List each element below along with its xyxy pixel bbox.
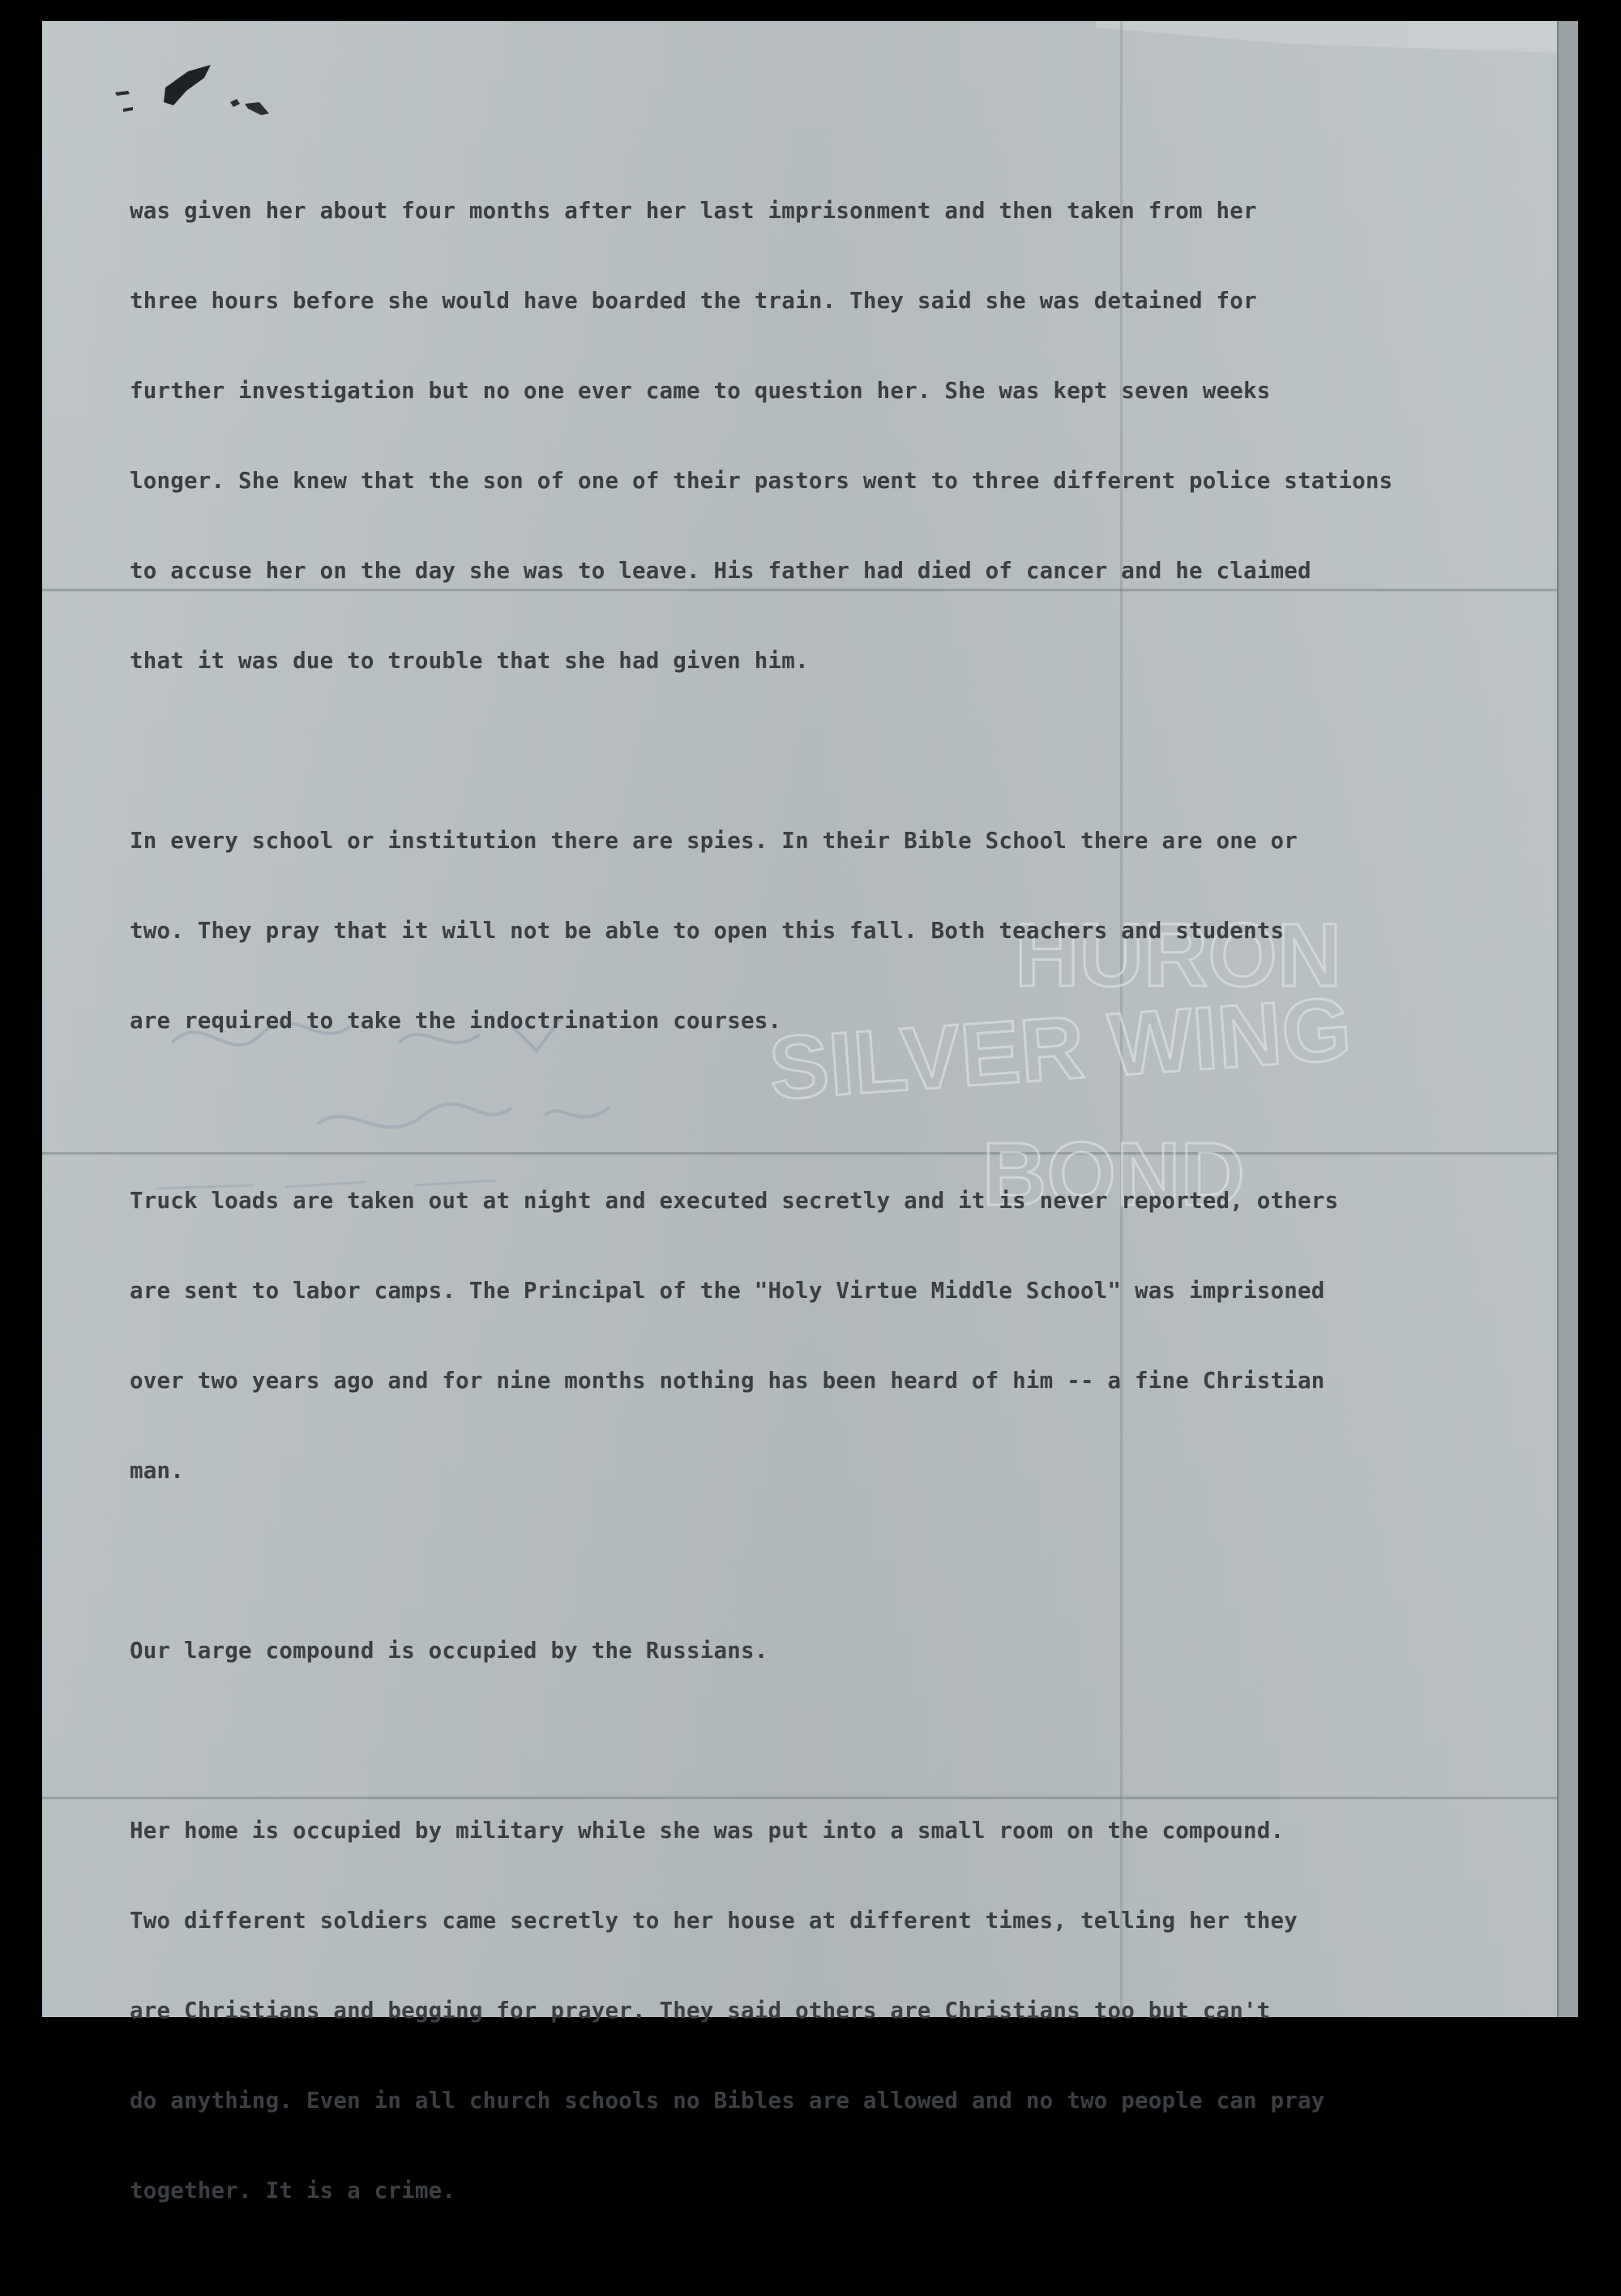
svg-text:SILVER WING: SILVER WING: [766, 979, 1355, 1119]
letter-body: [130, 136, 1524, 2296]
text-line: Her home is occupied by military while she was put into a small room on the compound.: [130, 1818, 1285, 1844]
text-line: further investigation but no one ever came to question her. She was kept seven weeks: [130, 378, 1271, 404]
text-line: over two years ago and for nine months nothing has been heard of him -- a fine Christian: [130, 1368, 1325, 1394]
text-line: In every school or institution there are spies. In their Bible School there are one or: [130, 828, 1298, 854]
text-line: Truck loads are taken out at night and executed secretly and it is never reported, others: [130, 1188, 1339, 1214]
text-line: three hours before she would have boarded the train. They said she was detained for: [130, 288, 1257, 314]
svg-text:HURON: HURON: [1015, 906, 1342, 1005]
paragraph: [130, 1756, 1524, 2266]
text-line: are Christians and begging for prayer. They said others are Christians too but can't: [130, 1998, 1271, 2024]
text-line: longer. She knew that the son of one of their pastors went to three different police stations: [130, 468, 1393, 494]
text-line: Two different soldiers came secretly to her house at different times, telling her they: [130, 1908, 1298, 1934]
text-line: Our large compound is occupied by the Russians.: [130, 1638, 768, 1664]
text-line: are sent to labor camps. The Principal of the "Holy Virtue Middle School" was imprisoned: [130, 1278, 1325, 1304]
paragraph: [130, 136, 1524, 736]
paragraph: [130, 766, 1524, 1096]
ink-smudge-icon: [75, 45, 334, 143]
paragraph: [130, 1126, 1524, 1546]
text-line: was given her about four months after her last imprisonment and then taken from her: [130, 198, 1257, 224]
text-line: do anything. Even in all church schools no Bibles are allowed and no two people can pray: [130, 2088, 1325, 2114]
text-line: to accuse her on the day she was to leave. His father had died of cancer and he claimed: [130, 558, 1311, 584]
text-line: man.: [130, 1458, 185, 1484]
page-edge: [1557, 21, 1578, 2017]
torn-corner: [1096, 21, 1578, 54]
svg-text:BOND: BOND: [982, 1124, 1245, 1224]
text-line: two. They pray that it will not be able to open this fall. Both teachers and students: [130, 918, 1285, 944]
text-line: that it was due to trouble that she had given him.: [130, 648, 809, 674]
text-line: are required to take the indoctrination courses.: [130, 1008, 782, 1034]
paragraph: [130, 1576, 1524, 1726]
text-line: together. It is a crime.: [130, 2178, 456, 2204]
